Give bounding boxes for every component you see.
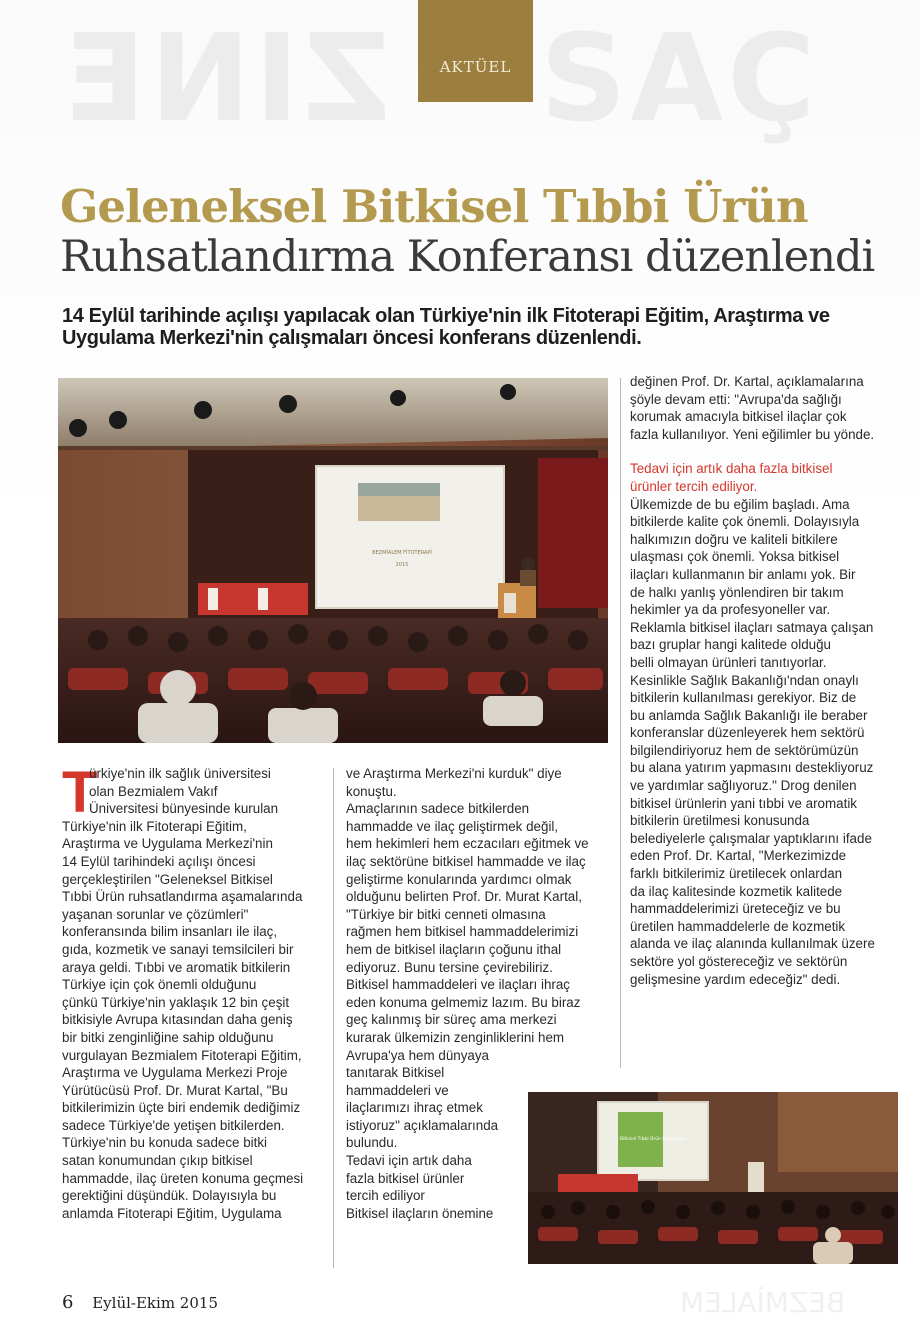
col3-subheading: Tedavi için artık daha fazla bitkisel <box>630 461 833 477</box>
col3-line: halkımızın doğru ve kaliteli bitkilere <box>630 531 838 547</box>
col1-line: bitkilerimizin üçte biri endemik dediğimiz <box>62 1100 301 1116</box>
col1-line: araya geldi. Tıbbi ve aromatik bitkilerin <box>62 959 291 975</box>
col1-line: 14 Eylül tarihindeki açılışı öncesi <box>62 853 256 869</box>
col1-line: hammadde, ilaç üreten konuma geçmesi <box>62 1170 304 1186</box>
col1-line: Üniversitesi bünyesinde kurulan <box>89 801 279 817</box>
col3-line: bu alana yatırım yapmasını destekliyoruz <box>630 760 874 776</box>
col2-line: bulundu. <box>346 1135 398 1151</box>
col2-line: tanıtarak Bitkisel <box>346 1065 445 1081</box>
background-ghost-text-bottom: BEZMİALEM <box>680 1286 846 1319</box>
page-footer <box>62 1292 218 1313</box>
col1-line: vurgulayan Bezmialem Fitoterapi Eğitim, <box>62 1047 302 1063</box>
col1-line: Yürütücüsü Prof. Dr. Murat Kartal, "Bu <box>62 1082 288 1098</box>
lead-paragraph: 14 Eylül tarihinde açılışı yapılacak olan Türkiye'nin ilk Fitoterapi Eğitim, Araştırma ve Uygulama Merkezi'nin çalışmaları öncesi konferans düzenlendi. <box>62 305 830 349</box>
col2-line: geç kalınmış bir süreç ama merkezi <box>346 1012 557 1028</box>
col2-line: hem hekimleri hem eczacıları eğitmek ve <box>346 836 589 852</box>
col2-line: eden konuma gelmemiz lazım. Bu biraz <box>346 994 581 1010</box>
drop-cap: T <box>62 760 98 825</box>
col3-line: bitkilerde kalite çok önemli. Dolayısıyla <box>630 514 860 530</box>
small-screen-title: Bitkisel Tıbbi Ürün Konferansı <box>619 1137 687 1142</box>
col3-line: hammaddelerimizi üreteceğiz ve bu <box>630 901 841 917</box>
col2-line: istiyoruz" açıklamalarında <box>346 1117 499 1133</box>
section-tab <box>418 0 533 102</box>
col3-line: bitkilerin üretilmesi konusunda <box>630 813 810 829</box>
col3-line: bu anlamda Sağlık Bakanlığı ile beraber <box>630 707 868 723</box>
headline-line-1: Geleneksel Bitkisel Tıbbi Ürün <box>60 180 808 233</box>
col3-line: ilaçları kullanmanın bir anlamı yok. Bir <box>630 566 856 582</box>
col3-subheading: ürünler tercih ediliyor. <box>630 478 758 494</box>
col3-line: sektöre yol göstereceğiz ve sektörün <box>630 954 848 969</box>
col1-line: gıda, kozmetik ve sanayi temsilcileri bir <box>62 941 294 957</box>
audience-illustration <box>528 1092 898 1264</box>
col3-line: Ülkemizde de bu eğilim başladı. Ama <box>630 496 850 512</box>
screen-title-text: BEZMİALEM FİTOTERAPİ <box>372 550 432 556</box>
col2-line: Amaçlarının sadece bitkilerden <box>346 801 530 817</box>
col2-line: geliştirme konularında yardımcı olmak <box>346 871 572 887</box>
col1-line: Tıbbi Ürün ruhsatlandırma aşamalarında <box>62 889 303 905</box>
col2-line: Tedavi için artık daha <box>346 1153 472 1169</box>
col2-line: rağmen hem bitkisel hammaddelerimizi <box>346 924 579 940</box>
col3-line: hekimler ya da profesyoneller var. <box>630 602 831 618</box>
conference-hall-illustration <box>58 378 608 743</box>
col3-line: üretilen hammaddelerle de kozmetik <box>630 918 846 934</box>
col1-line: sadece Türkiye'de yetişen bitkilerden. <box>62 1117 285 1133</box>
col1-line: bir bitki zenginliğine sahip olduğunu <box>62 1029 274 1045</box>
col2-line: tercih ediliyor <box>346 1188 425 1204</box>
col1-line: konferansında bilim insanları ile ilaç, <box>62 924 278 940</box>
col2-line: kurarak ülkemizin zenginliklerini hem <box>346 1029 565 1045</box>
col3-intro-line: korumak amacıyla bitkisel ilaçlar çok <box>630 409 847 425</box>
conference-hall-photo <box>58 378 608 743</box>
col3-line: de halkı yanlış yönlendiren bir takım <box>630 584 844 600</box>
col3-intro-line: fazla kullanılıyor. Yeni eğilimler bu yönde. <box>630 426 875 442</box>
col1-line: olan Bezmialem Vakıf <box>89 783 218 799</box>
col3-line: bitkisel ürünlerin yani tıbbi ve aromatik <box>630 795 858 811</box>
background-ghost-letters-right: SAÇ <box>540 10 820 149</box>
article-column-3 <box>630 373 900 988</box>
col3-line: ve yardımlar sağlıyoruz." Drog denilen <box>630 778 857 794</box>
col3-line: bitkilerin kullanılması gerekiyor. Biz de <box>630 690 857 706</box>
col3-line: gelişmesine yardım edeceğiz" dedi. <box>630 971 841 987</box>
col2-line: Avrupa'ya hem dünyaya <box>346 1047 490 1063</box>
col1-line: gerçekleştirilen "Geleneksel Bitkisel <box>62 871 273 887</box>
col2-line: olduğunu belirten Prof. Dr. Murat Kartal, <box>346 889 582 905</box>
issue-date: Eylül-Ekim 2015 <box>92 1294 218 1312</box>
col2-line: hem de bitkisel ilaçların çoğunu ithal <box>346 941 562 957</box>
col1-line: Araştırma ve Uygulama Merkezi'nin <box>62 836 273 852</box>
col2-line: "Türkiye bir bitki cenneti olmasına <box>346 906 546 922</box>
col3-line: alanda ve ilaç alanında kullanılmak üzere <box>630 936 875 952</box>
col2-line: ilaçlarımızı ihraç etmek <box>346 1100 483 1116</box>
headline-line-2: Ruhsatlandırma Konferansı düzenlendi <box>60 232 875 282</box>
col3-intro-line: değinen Prof. Dr. Kartal, açıklamalarına <box>630 374 864 389</box>
page-number: 6 <box>62 1292 74 1313</box>
col3-line: belli olmayan ürünleri tanıtıyorlar. <box>630 654 827 670</box>
col2-line: ilaç sektörüne bitkisel hammadde ve ilaç <box>346 853 586 869</box>
col1-line: gerektiğini düşündük. Dolayısıyla bu <box>62 1188 277 1204</box>
col1-line: satan konumundan çıkıp bitkisel <box>62 1153 253 1169</box>
col3-line: ulaşması çok önemli. Yoksa bitkisel <box>630 549 840 565</box>
col3-line: bilgilendiriyoruz hem de sektörümüzün <box>630 742 859 758</box>
col3-intro-line: şöyle devam etti: "Avrupa'da sağlığı <box>630 391 842 407</box>
col2-line: Bitkisel ilaçların önemine <box>346 1205 494 1221</box>
col3-line: farklı bitkilerimiz üretilecek onlardan <box>630 866 843 882</box>
col2-line: hammaddeleri ve <box>346 1082 449 1098</box>
col2-line: fazla bitkisel ürünler <box>346 1170 465 1186</box>
column-divider <box>620 378 621 1068</box>
col3-line: bazı gruplar hangi kalitede olduğu <box>630 637 832 653</box>
col2-line: konuştu. <box>346 783 397 799</box>
col3-line: belediyelerle çalışmalar yaptıklarını ifade <box>630 830 872 846</box>
screen-subtitle-text: 2015 <box>395 562 409 568</box>
background-ghost-letters-left: ZINE <box>60 10 391 149</box>
col1-line: yaşanan sorunlar ve çözümleri" <box>62 906 249 922</box>
col2-line: Bitkisel hammaddeleri ve ilaçları ihraç <box>346 977 571 993</box>
col1-line: anlamda Fitoterapi Eğitim, Uygulama <box>62 1205 282 1221</box>
section-label: AKTÜEL <box>439 58 512 76</box>
col3-line: Kesinlikle Sağlık Bakanlığı'ndan onaylı <box>630 672 859 688</box>
col1-line: Türkiye'nin ilk Fitoterapi Eğitim, <box>62 818 247 834</box>
col1-line: ürkiye'nin ilk sağlık üniversitesi <box>89 766 271 781</box>
col1-line: Türkiye'nin bu konuda sadece bitki <box>62 1135 268 1151</box>
col2-line: ediyoruz. Bunu tersine çevirebiliriz. <box>346 959 553 975</box>
col3-line: konferanslar düzenleyerek hem sektörü <box>630 725 865 741</box>
col1-line: bitkisiyle Avrupa kıtasından daha geniş <box>62 1012 293 1028</box>
article-column-1 <box>62 760 322 1222</box>
col2-line: ve Araştırma Merkezi'ni kurduk" diye <box>346 766 562 781</box>
col3-line: da ilaç kalitesinde kozmetik kalitede <box>630 883 843 899</box>
conference-audience-photo <box>528 1092 898 1264</box>
col3-line: eden Prof. Dr. Kartal, "Merkezimizde <box>630 848 847 864</box>
col3-line: Reklamla bitkisel ilaçları satmaya çalışan <box>630 619 874 635</box>
col1-line: Türkiye için çok önemli olduğunu <box>62 977 257 993</box>
col1-line: çünkü Türkiye'nin yaklaşık 12 bin çeşit <box>62 994 290 1010</box>
col2-line: hammadde ve ilaç geliştirmek değil, <box>346 818 559 834</box>
column-divider <box>333 768 334 1268</box>
col1-line: Araştırma ve Uygulama Merkezi Proje <box>62 1065 288 1081</box>
